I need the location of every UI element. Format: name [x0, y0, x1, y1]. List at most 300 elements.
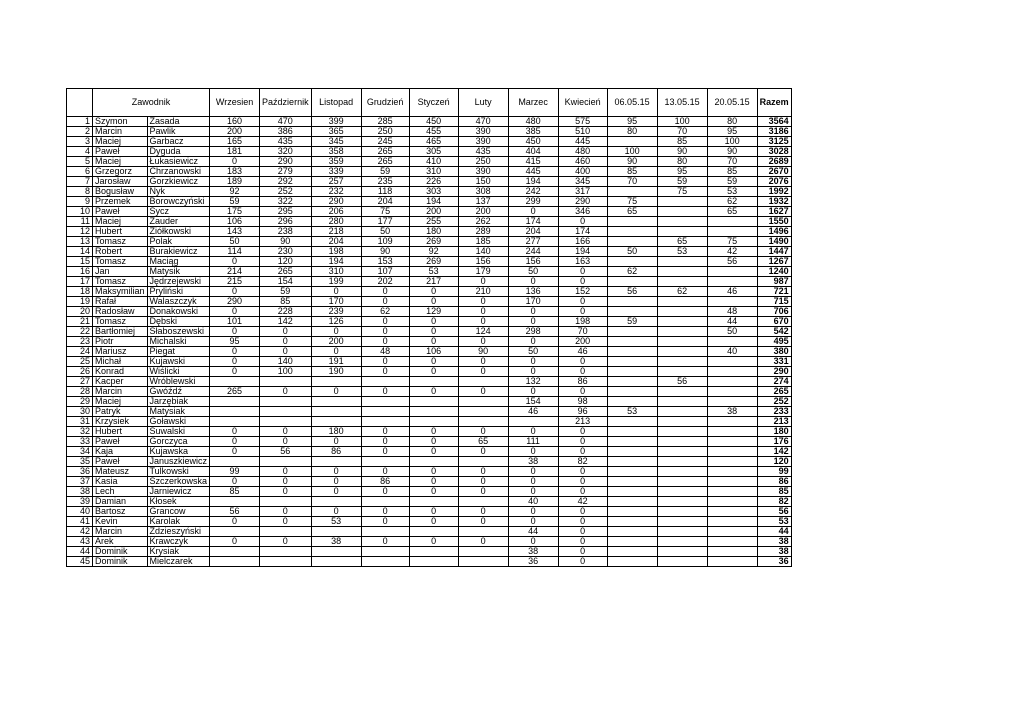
listopad-value	[311, 557, 361, 567]
table-row	[67, 157, 792, 167]
luty-value: 210	[458, 287, 508, 297]
marzec-value: 156	[508, 257, 558, 267]
styczen-value	[409, 457, 458, 467]
wrzesien-value: 143	[210, 227, 260, 237]
marzec-value: 50	[508, 267, 558, 277]
row-number: 20	[67, 307, 93, 317]
razem-value: 120	[757, 457, 791, 467]
kwiecien-value: 0	[558, 387, 607, 397]
grudzien-value	[361, 377, 409, 387]
razem-value: 1496	[757, 227, 791, 237]
d0605-value	[607, 367, 657, 377]
d1305-value	[657, 217, 707, 227]
styczen-value: 180	[409, 227, 458, 237]
kwiecien-value: 0	[558, 547, 607, 557]
first-name: Jarosław	[93, 177, 148, 187]
d0605-value	[607, 517, 657, 527]
pazdziernik-value: 140	[260, 357, 312, 367]
pazdziernik-value: 290	[260, 157, 312, 167]
styczen-value: 0	[409, 467, 458, 477]
wrzesien-value: 99	[210, 467, 260, 477]
first-name: Robert	[93, 247, 148, 257]
luty-value	[458, 457, 508, 467]
d2005-value	[707, 497, 757, 507]
grudzien-value	[361, 397, 409, 407]
d2005-value	[707, 337, 757, 347]
row-number: 2	[67, 127, 93, 137]
styczen-value: 0	[409, 427, 458, 437]
grudzien-value: 0	[361, 357, 409, 367]
marzec-value: 242	[508, 187, 558, 197]
marzec-value: 445	[508, 167, 558, 177]
table-row	[67, 307, 792, 317]
first-name: Piotr	[93, 337, 148, 347]
d0605-value: 62	[607, 267, 657, 277]
first-name: Paweł	[93, 207, 148, 217]
wrzesien-value: 106	[210, 217, 260, 227]
table-row	[67, 147, 792, 157]
d0605-value	[607, 257, 657, 267]
row-number: 42	[67, 527, 93, 537]
kwiecien-value: 345	[558, 177, 607, 187]
styczen-value: 0	[409, 447, 458, 457]
d2005-value: 75	[707, 237, 757, 247]
luty-value: 65	[458, 437, 508, 447]
row-number: 16	[67, 267, 93, 277]
styczen-value: 0	[409, 337, 458, 347]
row-number: 12	[67, 227, 93, 237]
luty-value: 0	[458, 507, 508, 517]
d1305-value	[657, 397, 707, 407]
wrzesien-value	[210, 407, 260, 417]
wrzesien-value: 0	[210, 347, 260, 357]
d0605-value	[607, 277, 657, 287]
listopad-value: 190	[311, 367, 361, 377]
wrzesien-value: 101	[210, 317, 260, 327]
listopad-value: 365	[311, 127, 361, 137]
table-row	[67, 117, 792, 127]
d0605-value	[607, 327, 657, 337]
grudzien-value: 0	[361, 287, 409, 297]
marzec-value: 0	[508, 387, 558, 397]
styczen-value	[409, 377, 458, 387]
styczen-value	[409, 557, 458, 567]
grudzien-value: 0	[361, 537, 409, 547]
kwiecien-value: 82	[558, 457, 607, 467]
d2005-value	[707, 437, 757, 447]
row-number: 32	[67, 427, 93, 437]
styczen-value: 303	[409, 187, 458, 197]
wrzesien-value	[210, 457, 260, 467]
luty-value	[458, 527, 508, 537]
razem-value: 1627	[757, 207, 791, 217]
d2005-value	[707, 417, 757, 427]
d2005-value	[707, 547, 757, 557]
d0605-value	[607, 357, 657, 367]
d1305-value	[657, 517, 707, 527]
last-name: Krysiak	[147, 547, 210, 557]
razem-value: 987	[757, 277, 791, 287]
pazdziernik-value: 228	[260, 307, 312, 317]
styczen-value: 106	[409, 347, 458, 357]
d2005-value: 40	[707, 347, 757, 357]
d2005-value	[707, 297, 757, 307]
wrzesien-value: 0	[210, 437, 260, 447]
styczen-value: 0	[409, 367, 458, 377]
last-name: Maciąg	[147, 257, 210, 267]
razem-value: 715	[757, 297, 791, 307]
d2005-value: 38	[707, 407, 757, 417]
pazdziernik-value	[260, 527, 312, 537]
listopad-value: 0	[311, 347, 361, 357]
d0605-value	[607, 387, 657, 397]
luty-value	[458, 547, 508, 557]
row-number: 26	[67, 367, 93, 377]
d0605-value	[607, 337, 657, 347]
last-name: Januszkiewicz	[147, 457, 210, 467]
grudzien-value: 0	[361, 367, 409, 377]
first-name: Bogusław	[93, 187, 148, 197]
last-name: Walaszczyk	[147, 297, 210, 307]
last-name: Słaboszewski	[147, 327, 210, 337]
last-name: Sycz	[147, 207, 210, 217]
header-razem: Razem	[757, 89, 791, 117]
grudzien-value: 204	[361, 197, 409, 207]
first-name: Mateusz	[93, 467, 148, 477]
styczen-value: 226	[409, 177, 458, 187]
kwiecien-value: 0	[558, 487, 607, 497]
wrzesien-value: 0	[210, 257, 260, 267]
d0605-value: 80	[607, 127, 657, 137]
styczen-value: 0	[409, 437, 458, 447]
header-date: 20.05.15	[707, 89, 757, 117]
d1305-value	[657, 367, 707, 377]
d1305-value	[657, 507, 707, 517]
listopad-value: 180	[311, 427, 361, 437]
listopad-value	[311, 397, 361, 407]
marzec-value: 194	[508, 177, 558, 187]
d1305-value	[657, 547, 707, 557]
listopad-value	[311, 547, 361, 557]
pazdziernik-value: 0	[260, 537, 312, 547]
wrzesien-value: 215	[210, 277, 260, 287]
razem-value: 38	[757, 547, 791, 557]
listopad-value: 206	[311, 207, 361, 217]
marzec-value: 277	[508, 237, 558, 247]
styczen-value	[409, 547, 458, 557]
listopad-value	[311, 417, 361, 427]
wrzesien-value: 214	[210, 267, 260, 277]
razem-value: 1240	[757, 267, 791, 277]
ranking-table	[66, 88, 792, 567]
kwiecien-value: 400	[558, 167, 607, 177]
table-row	[67, 557, 792, 567]
table-row	[67, 417, 792, 427]
last-name: Gorczyca	[147, 437, 210, 447]
table-row	[67, 547, 792, 557]
wrzesien-value	[210, 417, 260, 427]
kwiecien-value: 445	[558, 137, 607, 147]
d0605-value	[607, 237, 657, 247]
marzec-value: 404	[508, 147, 558, 157]
pazdziernik-value: 279	[260, 167, 312, 177]
row-number: 44	[67, 547, 93, 557]
grudzien-value: 250	[361, 127, 409, 137]
first-name: Radosław	[93, 307, 148, 317]
d0605-value	[607, 217, 657, 227]
styczen-value: 465	[409, 137, 458, 147]
row-number: 27	[67, 377, 93, 387]
first-name: Paweł	[93, 437, 148, 447]
pazdziernik-value: 0	[260, 327, 312, 337]
razem-value: 290	[757, 367, 791, 377]
marzec-value: 38	[508, 547, 558, 557]
pazdziernik-value	[260, 547, 312, 557]
luty-value: 0	[458, 537, 508, 547]
d1305-value	[657, 317, 707, 327]
first-name: Paweł	[93, 147, 148, 157]
razem-value: 53	[757, 517, 791, 527]
first-name: Maksymilian	[93, 287, 148, 297]
header-month: Styczeń	[409, 89, 458, 117]
d0605-value	[607, 537, 657, 547]
row-number: 14	[67, 247, 93, 257]
wrzesien-value: 59	[210, 197, 260, 207]
styczen-value	[409, 407, 458, 417]
grudzien-value: 0	[361, 447, 409, 457]
styczen-value: 410	[409, 157, 458, 167]
pazdziernik-value	[260, 407, 312, 417]
wrzesien-value: 0	[210, 427, 260, 437]
pazdziernik-value	[260, 497, 312, 507]
row-number: 34	[67, 447, 93, 457]
razem-value: 706	[757, 307, 791, 317]
kwiecien-value: 198	[558, 317, 607, 327]
listopad-value: 204	[311, 237, 361, 247]
wrzesien-value: 50	[210, 237, 260, 247]
row-number: 30	[67, 407, 93, 417]
styczen-value: 0	[409, 297, 458, 307]
listopad-value: 200	[311, 337, 361, 347]
d1305-value	[657, 497, 707, 507]
listopad-value: 0	[311, 437, 361, 447]
d1305-value	[657, 257, 707, 267]
d1305-value	[657, 297, 707, 307]
grudzien-value: 245	[361, 137, 409, 147]
d2005-value: 44	[707, 317, 757, 327]
styczen-value: 0	[409, 327, 458, 337]
luty-value: 250	[458, 157, 508, 167]
kwiecien-value: 0	[558, 537, 607, 547]
pazdziernik-value: 238	[260, 227, 312, 237]
d1305-value: 95	[657, 167, 707, 177]
d0605-value	[607, 427, 657, 437]
kwiecien-value: 213	[558, 417, 607, 427]
styczen-value: 92	[409, 247, 458, 257]
d1305-value	[657, 477, 707, 487]
d2005-value	[707, 377, 757, 387]
d1305-value: 59	[657, 177, 707, 187]
marzec-value: 0	[508, 507, 558, 517]
razem-value: 1932	[757, 197, 791, 207]
d0605-value	[607, 547, 657, 557]
d2005-value	[707, 277, 757, 287]
last-name: Kujawski	[147, 357, 210, 367]
grudzien-value: 0	[361, 467, 409, 477]
d2005-value	[707, 447, 757, 457]
listopad-value: 359	[311, 157, 361, 167]
marzec-value: 136	[508, 287, 558, 297]
table-row	[67, 437, 792, 447]
first-name: Paweł	[93, 457, 148, 467]
d2005-value: 42	[707, 247, 757, 257]
grudzien-value: 235	[361, 177, 409, 187]
marzec-value: 154	[508, 397, 558, 407]
table-row	[67, 407, 792, 417]
styczen-value: 0	[409, 317, 458, 327]
listopad-value	[311, 377, 361, 387]
marzec-value: 0	[508, 317, 558, 327]
d1305-value: 62	[657, 287, 707, 297]
row-number: 11	[67, 217, 93, 227]
table-row	[67, 337, 792, 347]
pazdziernik-value: 90	[260, 237, 312, 247]
table-row	[67, 477, 792, 487]
last-name: Piegat	[147, 347, 210, 357]
pazdziernik-value: 59	[260, 287, 312, 297]
marzec-value: 0	[508, 307, 558, 317]
table-row	[67, 397, 792, 407]
marzec-value: 0	[508, 487, 558, 497]
wrzesien-value	[210, 527, 260, 537]
first-name: Dominik	[93, 557, 148, 567]
kwiecien-value: 346	[558, 207, 607, 217]
d2005-value	[707, 367, 757, 377]
grudzien-value	[361, 557, 409, 567]
grudzien-value	[361, 457, 409, 467]
d0605-value	[607, 297, 657, 307]
grudzien-value: 265	[361, 157, 409, 167]
razem-value: 1992	[757, 187, 791, 197]
row-number: 37	[67, 477, 93, 487]
table-row	[67, 207, 792, 217]
table-row	[67, 497, 792, 507]
razem-value: 36	[757, 557, 791, 567]
last-name: Michalski	[147, 337, 210, 347]
listopad-value	[311, 497, 361, 507]
kwiecien-value: 152	[558, 287, 607, 297]
last-name: Mielczarek	[147, 557, 210, 567]
row-number: 36	[67, 467, 93, 477]
listopad-value: 257	[311, 177, 361, 187]
luty-value: 0	[458, 367, 508, 377]
grudzien-value: 0	[361, 427, 409, 437]
wrzesien-value: 0	[210, 357, 260, 367]
grudzien-value: 48	[361, 347, 409, 357]
pazdziernik-value: 435	[260, 137, 312, 147]
grudzien-value	[361, 527, 409, 537]
listopad-value: 194	[311, 257, 361, 267]
listopad-value: 198	[311, 247, 361, 257]
luty-value: 470	[458, 117, 508, 127]
d2005-value: 48	[707, 307, 757, 317]
pazdziernik-value: 100	[260, 367, 312, 377]
first-name: Mariusz	[93, 347, 148, 357]
listopad-value	[311, 407, 361, 417]
listopad-value: 218	[311, 227, 361, 237]
grudzien-value	[361, 547, 409, 557]
d1305-value	[657, 337, 707, 347]
table-row	[67, 357, 792, 367]
listopad-value: 0	[311, 467, 361, 477]
kwiecien-value: 70	[558, 327, 607, 337]
d1305-value: 90	[657, 147, 707, 157]
wrzesien-value: 175	[210, 207, 260, 217]
kwiecien-value: 163	[558, 257, 607, 267]
header-zawodnik: Zawodnik	[93, 89, 210, 117]
d2005-value	[707, 527, 757, 537]
last-name: Borowczyński	[147, 197, 210, 207]
row-number: 5	[67, 157, 93, 167]
styczen-value: 0	[409, 517, 458, 527]
grudzien-value: 62	[361, 307, 409, 317]
d2005-value	[707, 487, 757, 497]
header-date: 06.05.15	[607, 89, 657, 117]
pazdziernik-value: 230	[260, 247, 312, 257]
first-name: Tomasz	[93, 237, 148, 247]
razem-value: 2076	[757, 177, 791, 187]
grudzien-value: 177	[361, 217, 409, 227]
wrzesien-value	[210, 547, 260, 557]
luty-value	[458, 417, 508, 427]
d1305-value	[657, 457, 707, 467]
row-number: 8	[67, 187, 93, 197]
razem-value: 331	[757, 357, 791, 367]
d0605-value	[607, 527, 657, 537]
kwiecien-value: 317	[558, 187, 607, 197]
kwiecien-value: 290	[558, 197, 607, 207]
first-name: Dominik	[93, 547, 148, 557]
d0605-value	[607, 137, 657, 147]
d1305-value	[657, 427, 707, 437]
last-name: Jarzębiak	[147, 397, 210, 407]
last-name: Nyk	[147, 187, 210, 197]
row-number: 40	[67, 507, 93, 517]
last-name: Donakowski	[147, 307, 210, 317]
razem-value: 721	[757, 287, 791, 297]
d1305-value	[657, 387, 707, 397]
d2005-value	[707, 507, 757, 517]
d0605-value	[607, 187, 657, 197]
luty-value: 308	[458, 187, 508, 197]
listopad-value: 399	[311, 117, 361, 127]
listopad-value: 0	[311, 507, 361, 517]
listopad-value: 86	[311, 447, 361, 457]
row-number: 13	[67, 237, 93, 247]
razem-value: 56	[757, 507, 791, 517]
marzec-value	[508, 417, 558, 427]
pazdziernik-value: 0	[260, 487, 312, 497]
styczen-value: 269	[409, 257, 458, 267]
styczen-value	[409, 417, 458, 427]
row-number: 24	[67, 347, 93, 357]
first-name: Rafał	[93, 297, 148, 307]
grudzien-value: 50	[361, 227, 409, 237]
pazdziernik-value: 470	[260, 117, 312, 127]
marzec-value: 0	[508, 277, 558, 287]
styczen-value: 310	[409, 167, 458, 177]
marzec-value: 0	[508, 427, 558, 437]
